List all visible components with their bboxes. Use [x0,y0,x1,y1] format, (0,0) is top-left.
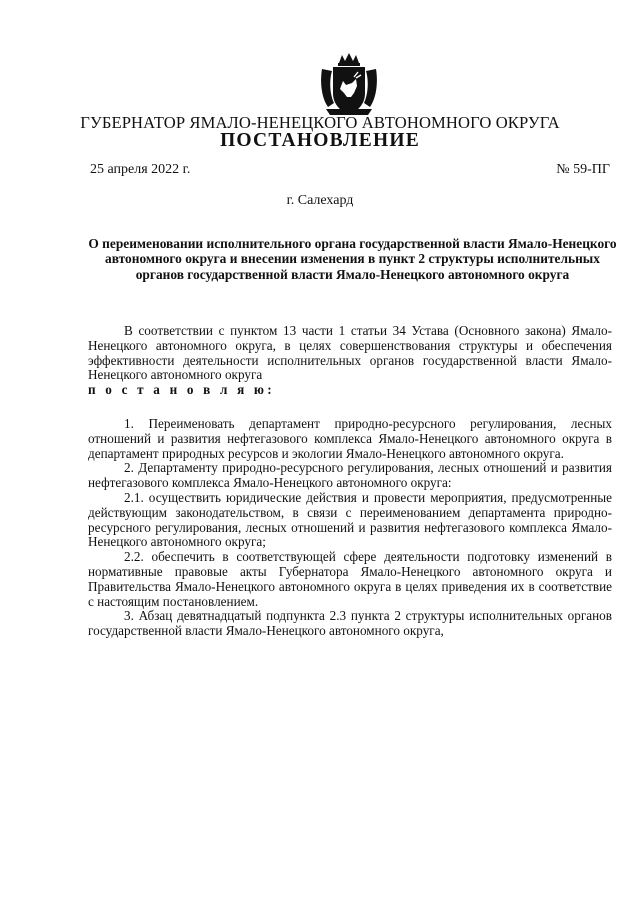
clause-paragraph: 2. Департаменту природно-ресурсного регулирования, лесных отношений и развития нефтегазового комплекса Ямало-Ненецкого автономного округа: [88,460,612,491]
document-date: 25 апреля 2022 г. [90,162,191,177]
coat-of-arms-emblem [318,53,380,119]
document-number: № 59-ПГ [556,162,610,177]
clause-paragraph: 2.2. обеспечить в соответствующей сфере деятельности подготовку изменений в нормативные правовые акты Губернатора Ямало-Ненецкого автономного округа и Правительства Ямало-Ненецкого автономного округа в целях приведения их в соответствие с настоящим постановлением. [88,549,612,609]
decree-word-line [88,383,612,398]
preamble-block [88,324,612,398]
clause-paragraph: 1. Переименовать департамент природно-ресурсного регулирования, лесных отношений и развития нефтегазового комплекса Ямало-Ненецкого автономного округа в департамент природных ресурсов и экологии Ямало-Ненецкого автономного округа. [88,416,612,461]
city-name: г. Салехард [286,193,354,208]
clause-paragraph: 3. Абзац девятнадцатый подпункта 2.3 пункта 2 структуры исполнительных органов государственной власти Ямало-Ненецкого автономного округа, [88,608,612,639]
clause-paragraph: 2.1. осуществить юридические действия и провести мероприятия, предусмотренные действующим законодательством, в связи с переименованием департамента природно-ресурсного регулирования, лесных отношений и развития нефтегазового комплекса Ямало-Ненецкого автономного округа; [88,489,612,550]
document-title: О переименовании исполнительного органа государственной власти Ямало-Ненецкого автономного округа и внесении изменения в пункт 2 структуры исполнительных органов государственной власти Ямало-Ненецкого автономного округа [88,236,617,282]
clauses-block [88,417,612,639]
preamble-text: В соответствии с пунктом 13 части 1 статьи 34 Устава (Основного закона) Ямало-Ненецкого автономного округа, в целях совершенствования структуры и обеспечения эффективности деятельности исполнительных органов государственной власти Ямало-Ненецкого автономного округа [88,323,612,383]
decree-word: п о с т а н о в л я ю: [88,382,275,398]
document-type-heading: ПОСТАНОВЛЕНИЕ [220,130,420,151]
governor-heading: ГУБЕРНАТОР ЯМАЛО-НЕНЕЦКОГО АВТОНОМНОГО ОКРУГА [80,113,560,132]
